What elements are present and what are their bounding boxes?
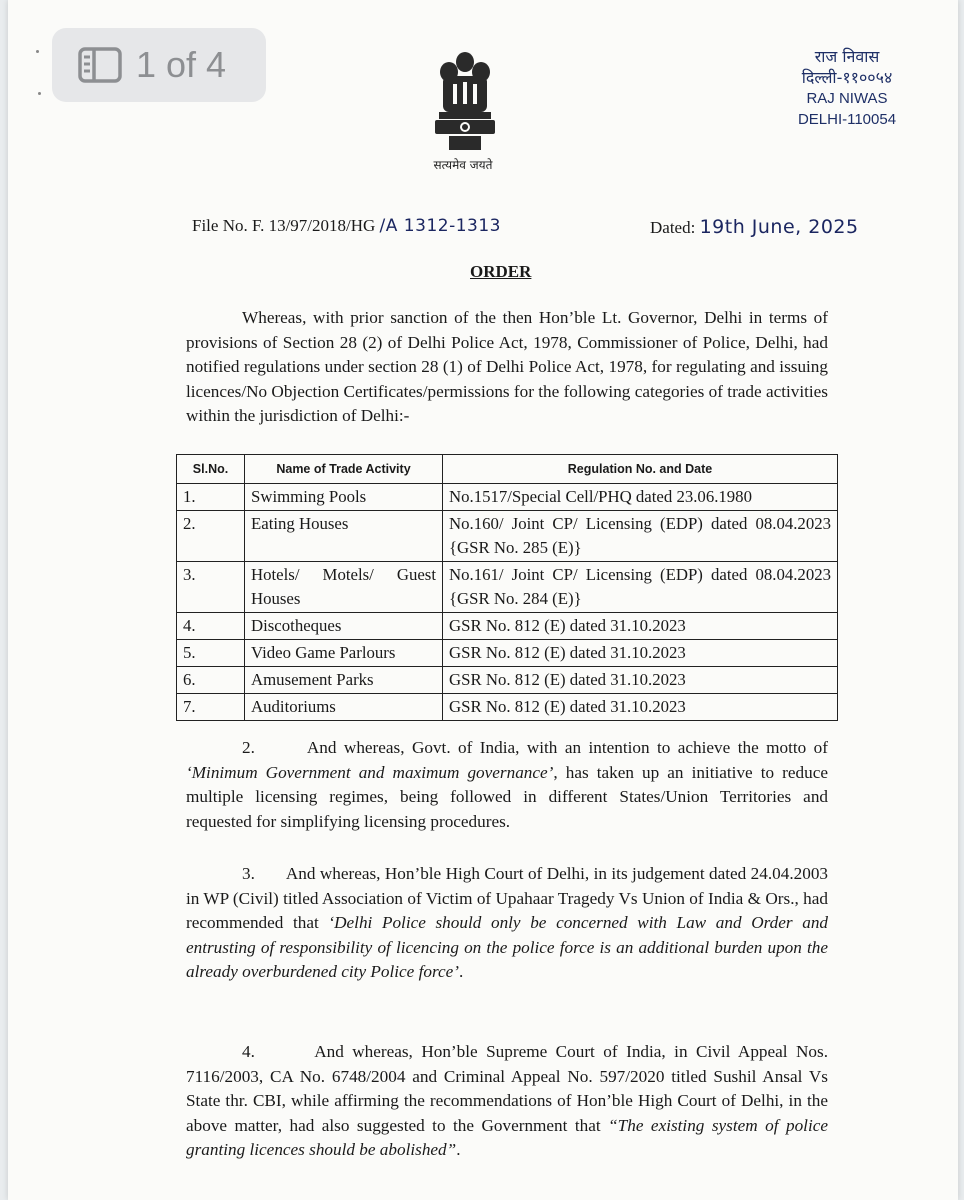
address-hindi-line-2: दिल्ली-११००५४: [801, 68, 893, 87]
scroll-dot: [38, 92, 41, 95]
address-en-line-2: DELHI-110054: [797, 111, 897, 128]
paragraph-quote: “The existing system of police granting licences should be abolished”: [186, 1115, 828, 1159]
table-row: 4. Discotheques GSR No. 812 (E) dated 31.10.2023: [177, 613, 838, 640]
intro-paragraph: Whereas, with prior sanction of the then Hon’ble Lt. Governor, Delhi in terms of provisions of Section 28 (2) of Delhi Police Act, 1978, Commissioner of Police, Delhi, had notified regulations under section 28 (1) of Delhi Police Act, 1978, for regulating and issuing licences/No Objection Certificates/permissions for the following categories of trade activities within the jurisdiction of Delhi:-: [186, 308, 828, 425]
address-en-line-1: RAJ NIWAS: [806, 90, 888, 107]
national-emblem-icon: [425, 48, 505, 160]
address-hindi-line-1: राज निवास: [814, 47, 880, 66]
page-title: ORDER: [470, 262, 532, 281]
scroll-dot: [36, 50, 39, 53]
dated-label: Dated:: [650, 218, 696, 237]
paragraph-number: 4.: [242, 1042, 255, 1061]
page-indicator-text: 1 of 4: [136, 44, 227, 85]
dated-handwritten: 19th June, 2025: [699, 216, 859, 238]
paragraph-quote: ‘Minimum Government and maximum governance’: [186, 762, 554, 782]
file-number: [192, 216, 501, 236]
sidebar-pages-icon: [78, 47, 122, 83]
paragraph-text: And whereas, Hon’ble High Court of Delhi, in its judgement dated 24.04.2003 in WP (Civil) titled Association of Victim of Upahaar Tragedy Vs Union of India & Ors., had recommended that: [186, 864, 829, 932]
table-row: 3. Hotels/ Motels/ Guest Houses No.161/ Joint CP/ Licensing (EDP) dated 08.04.2023 {GSR No. 284 (E)}: [177, 562, 838, 613]
paragraph-3: [186, 862, 828, 985]
page-indicator[interactable]: [52, 28, 266, 102]
file-number-label: File No. F. 13/97/2018/HG: [192, 216, 376, 235]
trade-activity-table: [176, 454, 838, 721]
table-header: Name of Trade Activity: [245, 455, 443, 484]
paragraph-text: , has taken up an initiative to reduce multiple licensing regimes, being followed in different States/Union Territories and requested for simplifying licensing procedures.: [186, 762, 828, 831]
table-header: Sl.No.: [177, 455, 245, 484]
dated-line: [650, 216, 859, 238]
table-row: 5. Video Game Parlours GSR No. 812 (E) dated 31.10.2023: [177, 640, 838, 667]
table-row: 6. Amusement Parks GSR No. 812 (E) dated 31.10.2023: [177, 667, 838, 694]
paragraph-2: [186, 736, 828, 834]
paragraph-number: 3.: [242, 864, 255, 883]
paragraph-text: And whereas, Hon’ble Supreme Court of India, in Civil Appeal Nos. 7116/2003, CA No. 6748/2004 and Criminal Appeal No. 597/2020 titled Sushil Ansal Vs State thr. CBI, while affirming the recommendations of Hon’ble High Court of Delhi, in the above matter, had also suggested to the Government that: [186, 1042, 829, 1135]
paragraph-4: [186, 1040, 828, 1163]
table-row: 7. Auditoriums GSR No. 812 (E) dated 31.10.2023: [177, 694, 838, 721]
paragraph-text: .: [456, 1140, 461, 1159]
address-block: [772, 46, 922, 130]
emblem-motto: सत्यमेव जयते: [433, 158, 493, 172]
paragraph-text: And whereas, Govt. of India, with an intention to achieve the motto of: [306, 738, 828, 757]
table-header: Regulation No. and Date: [443, 455, 838, 484]
file-number-handwritten: /A 1312-1313: [379, 216, 501, 236]
paragraph-text: .: [458, 962, 464, 981]
paragraph-quote: ‘Delhi Police should only be concerned with Law and Order and entrusting of responsibility of licencing on the police force is an additional burden upon the already overburdened city Police force’: [186, 913, 829, 981]
table-row: 2. Eating Houses No.160/ Joint CP/ Licensing (EDP) dated 08.04.2023 {GSR No. 285 (E)}: [177, 511, 838, 562]
table-row: 1. Swimming Pools No.1517/Special Cell/PHQ dated 23.06.1980: [177, 484, 838, 511]
paragraph-number: 2.: [242, 738, 255, 757]
